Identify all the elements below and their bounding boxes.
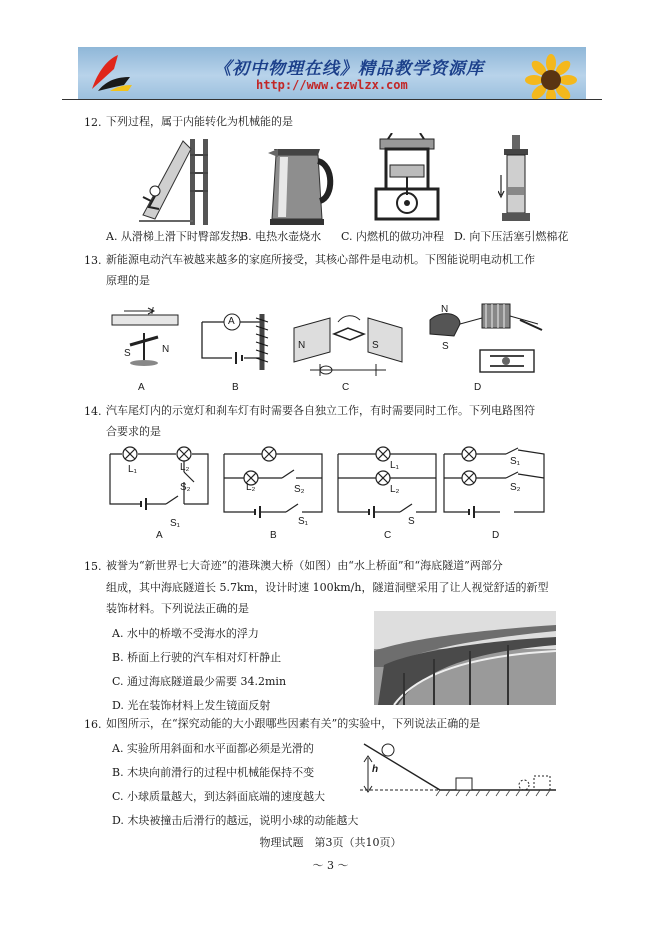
q14-c-l2: L₂ xyxy=(390,484,400,495)
q14-b-s2: S₂ xyxy=(294,484,305,495)
q14-c-l1: L₁ xyxy=(390,460,399,471)
q13-figure-d xyxy=(420,300,548,380)
q15-number: 15. xyxy=(84,560,102,573)
q15-option-b[interactable]: B. 桥面上行驶的汽车相对灯杆静止 xyxy=(112,651,282,664)
q13-label-c: C xyxy=(342,382,350,393)
q15-option-c[interactable]: C. 通过海底隧道最少需要 34.2min xyxy=(112,675,287,688)
q13-a-s-label: S xyxy=(124,348,131,359)
q12-engine-figure xyxy=(368,133,446,223)
q16-stem: 如图所示，在“探究动能的大小跟哪些因素有关”的实验中，下列说法正确的是 xyxy=(106,717,481,730)
q14-circuit-d xyxy=(440,442,550,518)
q13-figure-a xyxy=(106,305,186,377)
banner-title: 《初中物理在线》精品教学资源库 xyxy=(214,59,484,79)
q14-label-c: C xyxy=(384,530,392,541)
q12-option-d[interactable]: D. 向下压活塞引燃棉花 xyxy=(454,230,569,243)
q14-d-s1: S₁ xyxy=(510,456,521,467)
q15-stem-line2: 组成，其中海底隧道长 5.7km，设计时速 100km/h，隧道洞壁采用了让人视觉舒适的新型 xyxy=(106,581,549,594)
site-logo-icon xyxy=(84,51,134,95)
q12-piston-figure xyxy=(498,135,534,225)
q14-label-d: D xyxy=(492,530,500,541)
q14-number: 14. xyxy=(84,405,102,418)
q13-a-n-label: N xyxy=(162,344,170,355)
q15-stem-line3: 装饰材料。下列说法正确的是 xyxy=(106,602,249,615)
q12-slide-figure xyxy=(135,135,220,227)
q14-a-s2: S₂ xyxy=(180,482,191,493)
q13-figure-c xyxy=(290,312,408,378)
q13-label-d: D xyxy=(474,382,482,393)
q15-option-a[interactable]: A. 水中的桥墩不受海水的浮力 xyxy=(112,627,259,640)
q15-bridge-photo xyxy=(374,611,556,705)
q12-option-c[interactable]: C. 内燃机的做功冲程 xyxy=(341,230,445,243)
q13-d-n-label: N xyxy=(441,304,449,315)
q13-number: 13. xyxy=(84,254,102,267)
q13-stem-line1: 新能源电动汽车被越来越多的家庭所接受，其核心部件是电动机。下图能说明电动机工作 xyxy=(106,253,535,266)
q14-label-a: A xyxy=(156,530,163,541)
page-mark: ～ 3 ～ xyxy=(312,859,349,872)
q13-figure-b xyxy=(196,308,278,374)
q16-h-label: h xyxy=(372,764,379,775)
banner-url[interactable]: http://www.czwlzx.com xyxy=(256,78,408,92)
q13-d-s-label: S xyxy=(442,341,449,352)
q14-stem-line1: 汽车尾灯内的示宽灯和刹车灯有时需要各自独立工作，有时需要同时工作。下列电路图符 xyxy=(106,404,535,417)
q14-label-b: B xyxy=(270,530,277,541)
q14-circuit-b xyxy=(220,442,328,518)
q12-kettle-figure xyxy=(268,135,334,225)
q14-d-s2: S₂ xyxy=(510,482,521,493)
q14-b-l2: L₂ xyxy=(246,482,256,493)
header-rule xyxy=(62,99,602,100)
q16-number: 16. xyxy=(84,718,102,731)
q13-c-n-label: N xyxy=(298,340,306,351)
q14-b-s1: S₁ xyxy=(298,516,309,527)
q16-option-c[interactable]: C. 小球质量越大，到达斜面底端的速度越大 xyxy=(112,790,326,803)
q13-label-a: A xyxy=(138,382,145,393)
q16-option-a[interactable]: A. 实验所用斜面和水平面都必须是光滑的 xyxy=(112,742,314,755)
q13-c-s-label: S xyxy=(372,340,379,351)
q12-option-b[interactable]: B. 电热水壶烧水 xyxy=(240,230,322,243)
q14-circuit-c xyxy=(334,442,442,518)
q13-stem-line2: 原理的是 xyxy=(106,274,150,287)
q15-stem-line1: 被誉为“新世界七大奇迹”的港珠澳大桥（如图）由“水上桥面”和“海底隧道”两部分 xyxy=(106,559,503,572)
sunflower-icon xyxy=(524,53,578,99)
q12-number: 12. xyxy=(84,116,102,129)
q16-ramp-figure xyxy=(360,738,560,798)
q14-stem-line2: 合要求的是 xyxy=(106,425,161,438)
q13-label-b: B xyxy=(232,382,239,393)
q15-option-d[interactable]: D. 光在装饰材料上发生镜面反射 xyxy=(112,699,271,712)
q16-option-d[interactable]: D. 木块被撞击后滑行的越远，说明小球的动能越大 xyxy=(112,814,359,827)
q16-option-b[interactable]: B. 木块向前滑行的过程中机械能保持不变 xyxy=(112,766,315,779)
q12-stem: 下列过程，属于内能转化为机械能的是 xyxy=(106,115,293,128)
q14-circuit-a xyxy=(106,442,214,518)
q14-a-l2: L₂ xyxy=(180,462,190,473)
q13-b-ammeter-label: A xyxy=(228,316,235,327)
q14-c-s: S xyxy=(408,516,415,527)
q12-option-a[interactable]: A. 从滑梯上滑下时臀部发热 xyxy=(106,230,242,243)
q14-a-s1: S₁ xyxy=(170,518,181,529)
q14-a-l1: L₁ xyxy=(128,464,137,475)
header-banner xyxy=(78,47,586,99)
page-info: 物理试题 第3页（共10页） xyxy=(259,836,402,849)
q13-a-current-label: I xyxy=(151,306,154,317)
